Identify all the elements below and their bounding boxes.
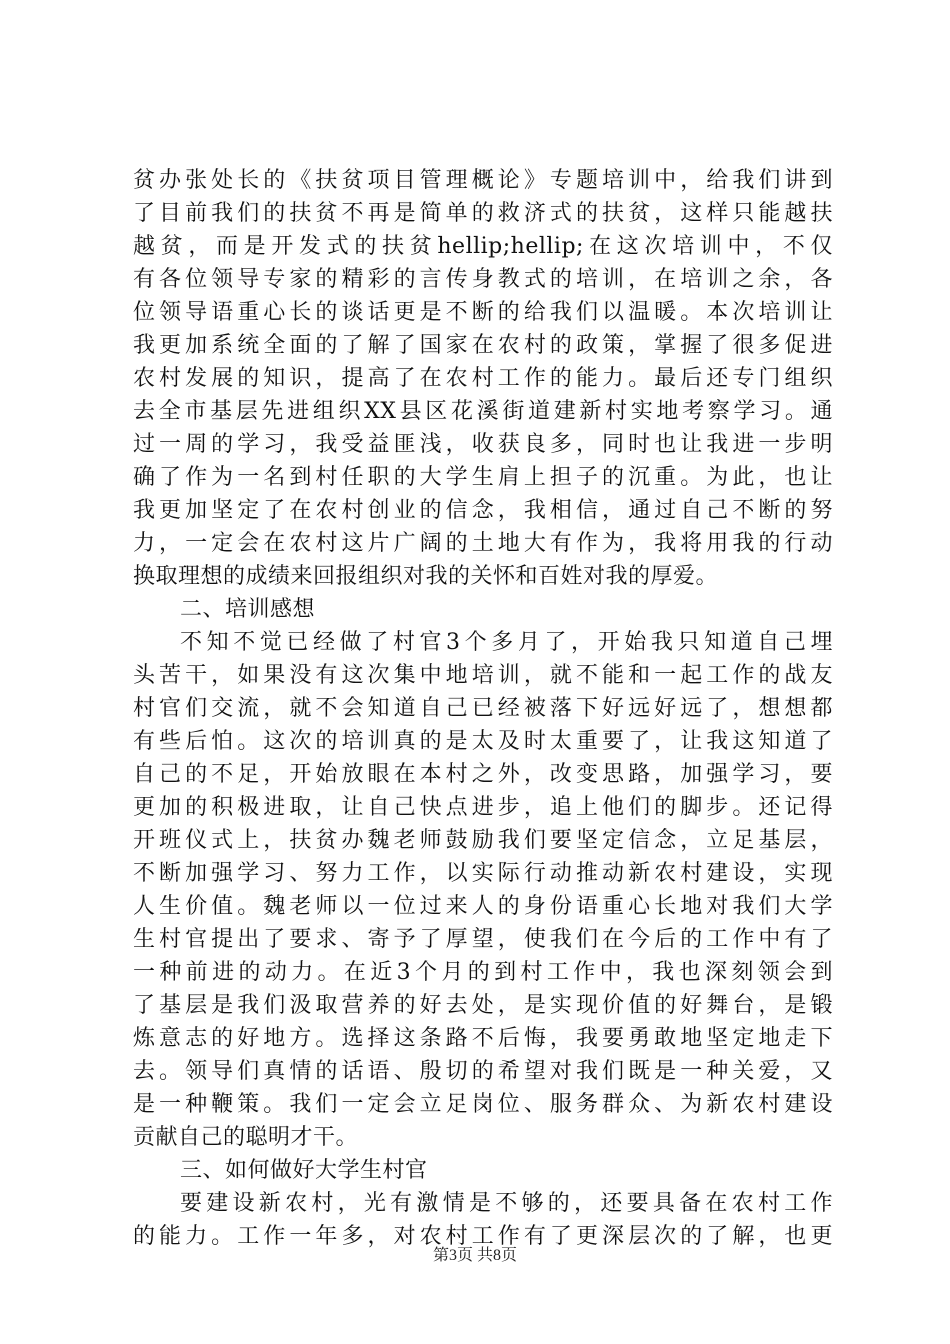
body-text-line: 不断加强学习、努力工作，以实际行动推动新农村建设，实现 xyxy=(133,861,833,886)
page-footer: 第3页 共8页 xyxy=(432,1247,517,1264)
section-heading: 二、培训感想 xyxy=(180,597,316,622)
paragraph-first-line: 要建设新农村，光有激情是不够的，还要具备在农村工作 xyxy=(180,1191,833,1216)
paragraph-first-line: 不知不觉已经做了村官3个多月了，开始我只知道自己埋 xyxy=(180,630,833,655)
body-text-line: 一种前进的动力。在近3个月的到村工作中，我也深刻领会到 xyxy=(133,960,833,985)
body-text-line: 贡献自己的聪明才干。 xyxy=(133,1125,359,1150)
body-text-line: 的能力。工作一年多，对农村工作有了更深层次的了解，也更 xyxy=(133,1224,833,1249)
body-text-line: 去。领导们真情的话语、殷切的希望对我们既是一种关爱，又 xyxy=(133,1059,833,1084)
body-text-line: 人生价值。魏老师以一位过来人的身份语重心长地对我们大学 xyxy=(133,894,833,919)
body-text-line: 是一种鞭策。我们一定会立足岗位、服务群众、为新农村建设 xyxy=(133,1092,833,1117)
body-text-line: 力，一定会在农村这片广阔的土地大有作为，我将用我的行动 xyxy=(133,531,833,556)
body-text-line: 自己的不足，开始放眼在本村之外，改变思路，加强学习，要 xyxy=(133,762,833,787)
body-text-line: 炼意志的好地方。选择这条路不后悔，我要勇敢地坚定地走下 xyxy=(133,1026,833,1051)
body-text-line: 我更加坚定了在农村创业的信念，我相信，通过自己不断的努 xyxy=(133,498,833,523)
body-text-line: 贫办张处长的《扶贫项目管理概论》专题培训中，给我们讲到 xyxy=(133,168,833,193)
body-text-line: 了目前我们的扶贫不再是简单的救济式的扶贫，这样只能越扶 xyxy=(133,201,833,226)
body-text-line: 确了作为一名到村任职的大学生肩上担子的沉重。为此，也让 xyxy=(133,465,833,490)
body-text-line: 更加的积极进取，让自己快点进步，追上他们的脚步。还记得 xyxy=(133,795,833,820)
section-heading: 三、如何做好大学生村官 xyxy=(180,1158,428,1183)
body-text-line: 去全市基层先进组织XX县区花溪街道建新村实地考察学习。通 xyxy=(133,399,833,424)
body-text-line: 位领导语重心长的谈话更是不断的给我们以温暖。本次培训让 xyxy=(133,300,833,325)
body-text-line: 生村官提出了要求、寄予了厚望，使我们在今后的工作中有了 xyxy=(133,927,833,952)
body-text-line: 有些后怕。这次的培训真的是太及时太重要了，让我这知道了 xyxy=(133,729,833,754)
body-text-line: 农村发展的知识，提高了在农村工作的能力。最后还专门组织 xyxy=(133,366,833,391)
body-text-line: 越贫，而是开发式的扶贫hellip;hellip;在这次培训中，不仅 xyxy=(133,234,833,259)
body-text-line: 头苦干，如果没有这次集中地培训，就不能和一起工作的战友 xyxy=(133,663,833,688)
body-text-line: 换取理想的成绩来回报组织对我的关怀和百姓对我的厚爱。 xyxy=(133,564,719,589)
body-text-line: 有各位领导专家的精彩的言传身教式的培训，在培训之余，各 xyxy=(133,267,833,292)
body-text-line: 开班仪式上，扶贫办魏老师鼓励我们要坚定信念，立足基层， xyxy=(133,828,833,853)
body-text-line: 过一周的学习，我受益匪浅，收获良多，同时也让我进一步明 xyxy=(133,432,833,457)
body-text-line: 我更加系统全面的了解了国家在农村的政策，掌握了很多促进 xyxy=(133,333,833,358)
body-text-line: 村官们交流，就不会知道自己已经被落下好远好远了，想想都 xyxy=(133,696,833,721)
body-text-line: 了基层是我们汲取营养的好去处，是实现价值的好舞台，是锻 xyxy=(133,993,833,1018)
